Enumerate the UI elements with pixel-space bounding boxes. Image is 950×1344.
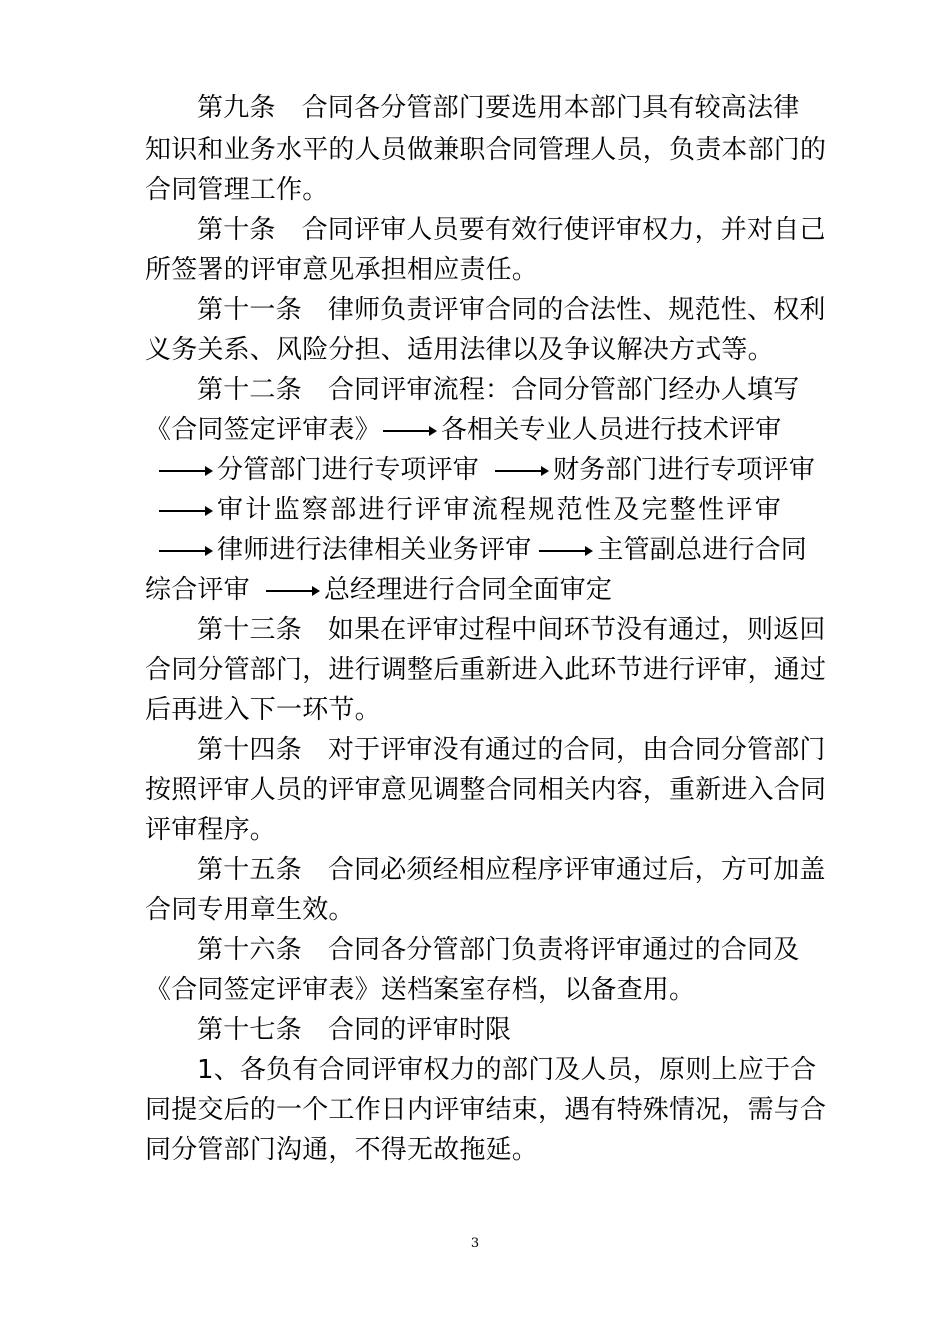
flow-step-form: 《合同签定评审表》 xyxy=(145,415,381,445)
article-17-item-1-line-2: 同提交后的一个工作日内评审结束，遇有特殊情况，需与合 xyxy=(145,1095,827,1125)
article-12-label: 第十二条 xyxy=(197,375,302,405)
article-15-label: 第十五条 xyxy=(197,855,302,885)
arrow-right-icon xyxy=(266,584,320,598)
flow-step-gm-approval: 总经理进行合同全面审定 xyxy=(323,575,613,605)
article-9-line-2: 知识和业务水平的人员做兼职合同管理人员，负责本部门的 xyxy=(145,135,827,165)
article-14-line-3: 评审程序。 xyxy=(145,815,277,845)
article-16-text: 合同各分管部门负责将评审通过的合同及 xyxy=(327,935,800,965)
article-11-line-2: 义务关系、风险分担、适用法律以及争议解决方式等。 xyxy=(145,335,774,365)
article-16-line-1 xyxy=(197,930,810,970)
article-12-text: 合同评审流程：合同分管部门经办人填写 xyxy=(327,375,800,405)
arrow-right-icon xyxy=(539,544,593,558)
flow-step-vp-review-cont: 综合评审 xyxy=(145,575,250,605)
article-13-label: 第十三条 xyxy=(197,615,302,645)
arrow-right-icon xyxy=(159,504,213,518)
article-13-text: 如果在评审过程中间环节没有通过，则返回 xyxy=(327,615,826,645)
article-12-flow-line-2 xyxy=(157,450,822,490)
article-12-flow-line-1 xyxy=(145,410,810,450)
article-13-line-1 xyxy=(197,610,826,650)
article-17-line-1 xyxy=(197,1010,810,1050)
flow-step-tech-review: 各相关专业人员进行技术评审 xyxy=(440,415,782,445)
flow-step-vp-review: 主管副总进行合同 xyxy=(597,535,808,565)
article-15-text: 合同必须经相应程序评审通过后，方可加盖 xyxy=(327,855,826,885)
article-9-text: 合同各分管部门要选用本部门具有较高法律 xyxy=(301,93,800,123)
article-14-text: 对于评审没有通过的合同，由合同分管部门 xyxy=(327,735,826,765)
article-14-line-2: 按照评审人员的评审意见调整合同相关内容，重新进入合同 xyxy=(145,775,827,805)
arrow-right-icon xyxy=(159,544,213,558)
article-16-label: 第十六条 xyxy=(197,935,302,965)
article-13-line-2: 合同分管部门，进行调整后重新进入此环节进行评审，通过 xyxy=(145,655,827,685)
flow-step-lawyer-review: 律师进行法律相关业务评审 xyxy=(217,535,532,565)
arrow-right-icon xyxy=(495,464,549,478)
article-11-text: 律师负责评审合同的合法性、规范性、权利 xyxy=(327,295,826,325)
article-15-line-2: 合同专用章生效。 xyxy=(145,895,355,925)
article-10-text: 合同评审人员要有效行使评审权力，并对自己 xyxy=(301,215,826,245)
article-9-line-1 xyxy=(197,88,810,128)
page-number: 3 xyxy=(470,1236,480,1251)
article-12-flow-line-5 xyxy=(145,570,810,610)
article-12-flow-line-4 xyxy=(157,530,822,570)
article-17-item-1-line-3: 同分管部门沟通，不得无故拖延。 xyxy=(145,1135,539,1165)
article-11-label: 第十一条 xyxy=(197,295,302,325)
article-13-line-3: 后再进入下一环节。 xyxy=(145,695,381,725)
article-17-label: 第十七条 xyxy=(197,1015,302,1045)
article-12-flow-line-3 xyxy=(157,490,822,530)
article-16-line-2: 《合同签定评审表》送档案室存档，以备查用。 xyxy=(145,975,696,1005)
flow-step-audit-review: 审计监察部进行评审流程规范性及完整性评审 xyxy=(217,495,784,525)
article-9-label: 第九条 xyxy=(197,93,276,123)
article-14-line-1 xyxy=(197,730,826,770)
arrow-right-icon xyxy=(383,424,437,438)
flow-step-finance-review: 财务部门进行专项评审 xyxy=(553,455,816,485)
article-11-line-1 xyxy=(197,290,826,330)
article-15-line-1 xyxy=(197,850,826,890)
article-14-label: 第十四条 xyxy=(197,735,302,765)
article-17-text: 合同的评审时限 xyxy=(327,1015,512,1045)
article-10-line-1 xyxy=(197,210,826,250)
article-17-item-1-line-1: 1、各负有合同评审权力的部门及人员，原则上应于合 xyxy=(197,1055,817,1085)
article-10-label: 第十条 xyxy=(197,215,276,245)
article-12-line-1 xyxy=(197,370,810,410)
article-9-line-3: 合同管理工作。 xyxy=(145,175,329,205)
article-10-line-2: 所签署的评审意见承担相应责任。 xyxy=(145,255,539,285)
arrow-right-icon xyxy=(159,464,213,478)
flow-step-dept-review: 分管部门进行专项评审 xyxy=(217,455,480,485)
